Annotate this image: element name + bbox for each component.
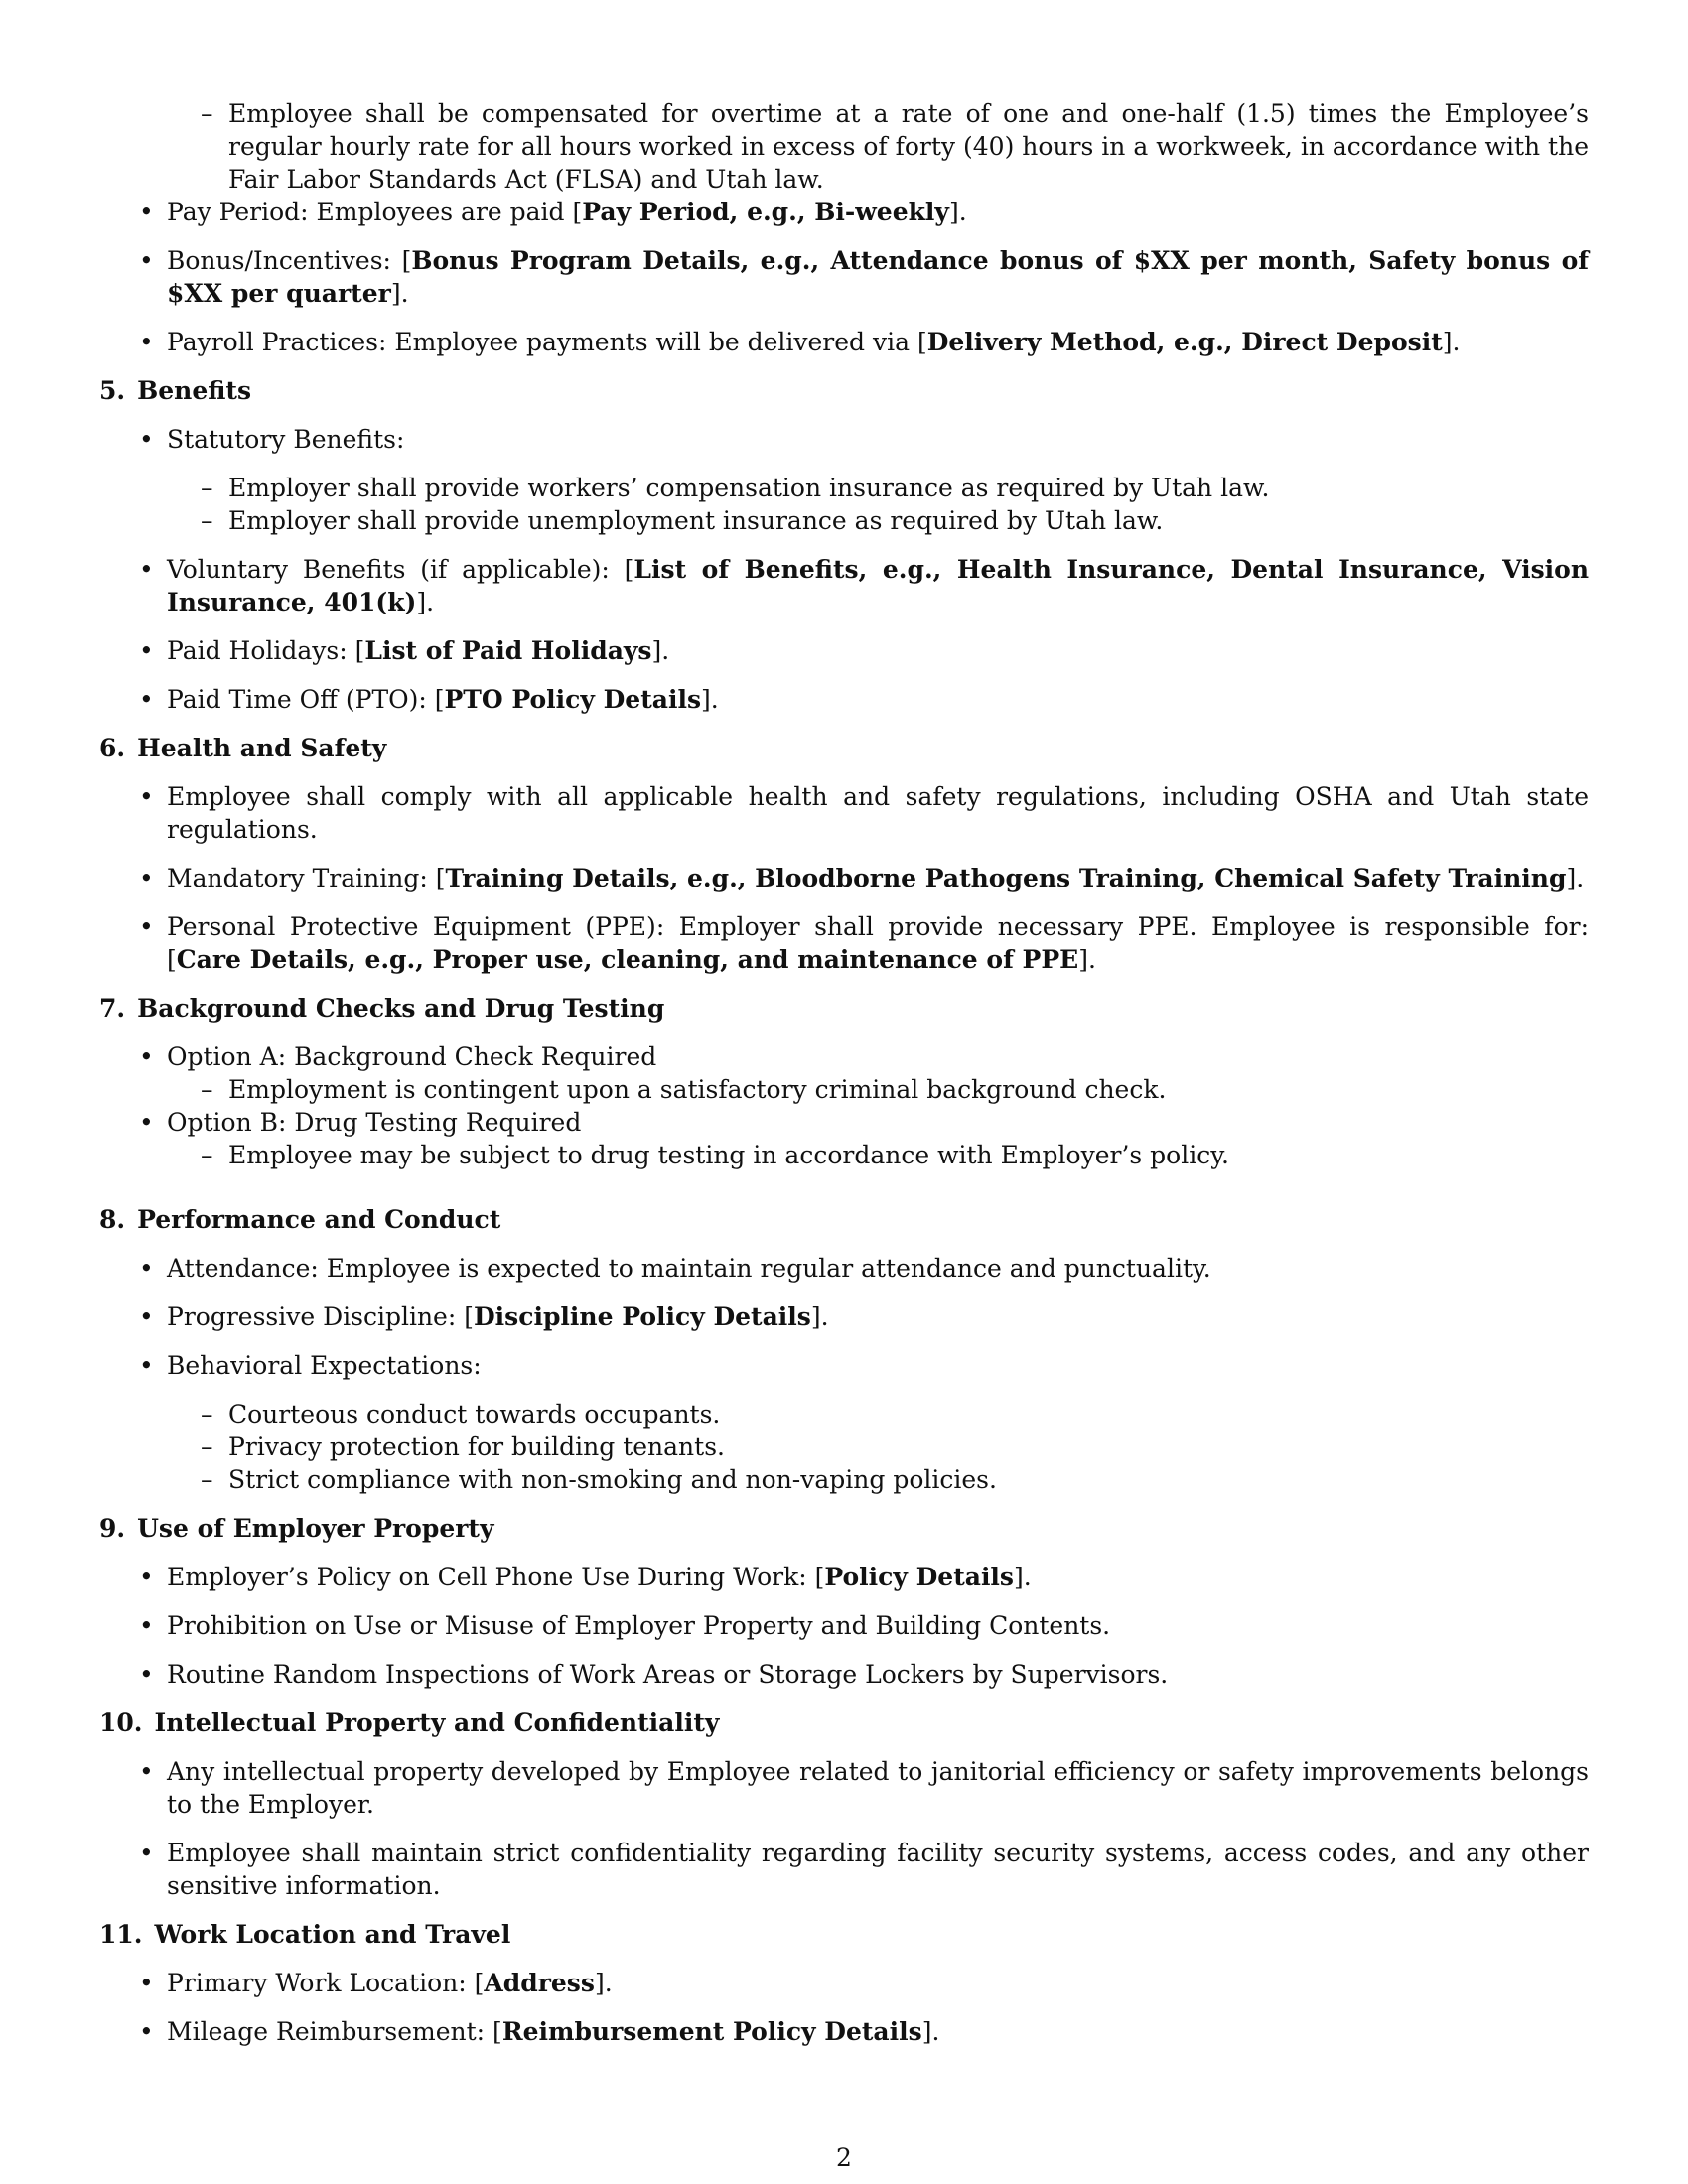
pto-placeholder: PTO Policy Details [444,685,702,714]
pay-list [99,196,1589,358]
behavior-sublist [167,1398,1589,1496]
discipline-placeholder: Discipline Policy Details [473,1302,811,1331]
work-location-item: • Primary Work Location: [Address]. [167,1967,1589,1999]
confidentiality-item: • Employee shall maintain strict confidentiality regarding facility security systems, access codes, and any other sensitive information. [167,1837,1589,1902]
section-8-list [99,1252,1589,1496]
section-6-heading: 6. Health and Safety [99,734,387,762]
section-11-list [99,1967,1589,2048]
voluntary-benefits-item: • Voluntary Benefits (if applicable): [List of Benefits, e.g., Health Insurance, Dental Insurance, Vision Insurance, 401(k)]. [167,553,1589,618]
mileage-item: • Mileage Reimbursement: [Reimbursement Policy Details]. [167,2015,1589,2048]
page-number: 2 [836,2143,852,2172]
ppe-placeholder: Care Details, e.g., Proper use, cleaning, and maintenance of PPE [176,945,1079,974]
pto-item: • Paid Time Off (PTO): [PTO Policy Details]. [167,683,1589,716]
paid-holidays-item: • Paid Holidays: [List of Paid Holidays]. [167,634,1589,667]
attendance-item: • Attendance: Employee is expected to maintain regular attendance and punctuality. [167,1252,1589,1285]
statutory-benefits-item: • Statutory Benefits: – Employer shall provide workers’ compensation insurance as required by Utah law. – Employer shall provide unemployment insurance as required by Utah law. [167,423,1589,537]
section-9-list [99,1561,1589,1691]
overtime-list [99,97,1589,196]
section-7-list [99,1040,1589,1171]
section-10-list [99,1755,1589,1902]
payroll-placeholder: Delivery Method, e.g., Direct Deposit [926,328,1443,356]
holidays-placeholder: List of Paid Holidays [364,636,652,665]
phone-policy-item: • Employer’s Policy on Cell Phone Use During Work: [Policy Details]. [167,1561,1589,1593]
comply-item: • Employee shall comply with all applicable health and safety regulations, including OSHA and Utah state regulations. [167,780,1589,846]
training-placeholder: Training Details, e.g., Bloodborne Pathogens Training, Chemical Safety Training [445,864,1567,892]
option-a-detail: – Employment is contingent upon a satisfactory criminal background check. [228,1073,1589,1106]
mileage-placeholder: Reimbursement Policy Details [501,2017,922,2046]
voluntary-placeholder: List of Benefits, e.g., Health Insurance, Dental Insurance, Vision Insurance, 401(k) [167,555,1590,616]
option-a-item: • Option A: Background Check Required – Employment is contingent upon a satisfactory criminal background check. [167,1040,1589,1106]
option-b-item: • Option B: Drug Testing Required – Employee may be subject to drug testing in accordance with Employer’s policy. [167,1106,1589,1171]
pay-period-item: • Pay Period: Employees are paid [Pay Period, e.g., Bi-weekly]. [167,196,1589,228]
option-b-sublist [167,1139,1589,1171]
payroll-item: • Payroll Practices: Employee payments will be delivered via [Delivery Method, e.g., Direct Deposit]. [167,326,1589,358]
behavior-expectation: – Privacy protection for building tenants. [228,1431,1589,1463]
option-b-detail: – Employee may be subject to drug testing in accordance with Employer’s policy. [228,1139,1589,1171]
ip-item: • Any intellectual property developed by Employee related to janitorial efficiency or safety improvements belongs to the Employer. [167,1755,1589,1821]
phone-policy-placeholder: Policy Details [824,1563,1015,1591]
behavior-expectation: – Strict compliance with non-smoking and non-vaping policies. [228,1463,1589,1496]
inspection-item: • Routine Random Inspections of Work Areas or Storage Lockers by Supervisors. [167,1658,1589,1691]
bonus-item: • Bonus/Incentives: [Bonus Program Details, e.g., Attendance bonus of $XX per month, Safety bonus of $XX per quarter]. [167,244,1589,310]
section-6-list [99,780,1589,976]
statutory-benefit: – Employer shall provide workers’ compensation insurance as required by Utah law. [228,472,1589,504]
pay-period-placeholder: Pay Period, e.g., Bi-weekly [582,198,949,226]
bonus-placeholder: Bonus Program Details, e.g., Attendance bonus of $XX per month, Safety bonus of $XX per quarter [167,246,1589,308]
section-5-list [99,423,1589,716]
section-11-heading: 11. Work Location and Travel [99,1920,511,1949]
section-9-heading: 9. Use of Employer Property [99,1514,494,1543]
training-item: • Mandatory Training: [Training Details, e.g., Bloodborne Pathogens Training, Chemical Safety Training]. [167,862,1589,894]
section-5-heading: 5. Benefits [99,376,252,405]
statutory-benefits-sublist [167,472,1589,537]
section-7-heading: 7. Background Checks and Drug Testing [99,994,665,1023]
misuse-item: • Prohibition on Use or Misuse of Employer Property and Building Contents. [167,1609,1589,1642]
statutory-benefit: – Employer shall provide unemployment insurance as required by Utah law. [228,504,1589,537]
overtime-item: – Employee shall be compensated for overtime at a rate of one and one-half (1.5) times the Employee’s regular hourly rate for all hours worked in excess of forty (40) hours in a workweek, in accordance with the Fair Labor Standards Act (FLSA) and Utah law. [228,97,1589,196]
option-a-sublist [167,1073,1589,1106]
discipline-item: • Progressive Discipline: [Discipline Policy Details]. [167,1300,1589,1333]
section-8-heading: 8. Performance and Conduct [99,1205,501,1234]
section-10-heading: 10. Intellectual Property and Confidentiality [99,1708,720,1737]
behavior-expectation: – Courteous conduct towards occupants. [228,1398,1589,1431]
document-body [99,97,1589,2064]
ppe-item: • Personal Protective Equipment (PPE): Employer shall provide necessary PPE. Employee is responsible for: [Care Details, e.g., Proper use, cleaning, and maintenance of PPE]. [167,910,1589,976]
behavior-item: • Behavioral Expectations: – Courteous conduct towards occupants. – Privacy protection for building tenants. – Strict compliance with non-smoking and non-vaping policies. [167,1349,1589,1496]
address-placeholder: Address [484,1969,595,1997]
